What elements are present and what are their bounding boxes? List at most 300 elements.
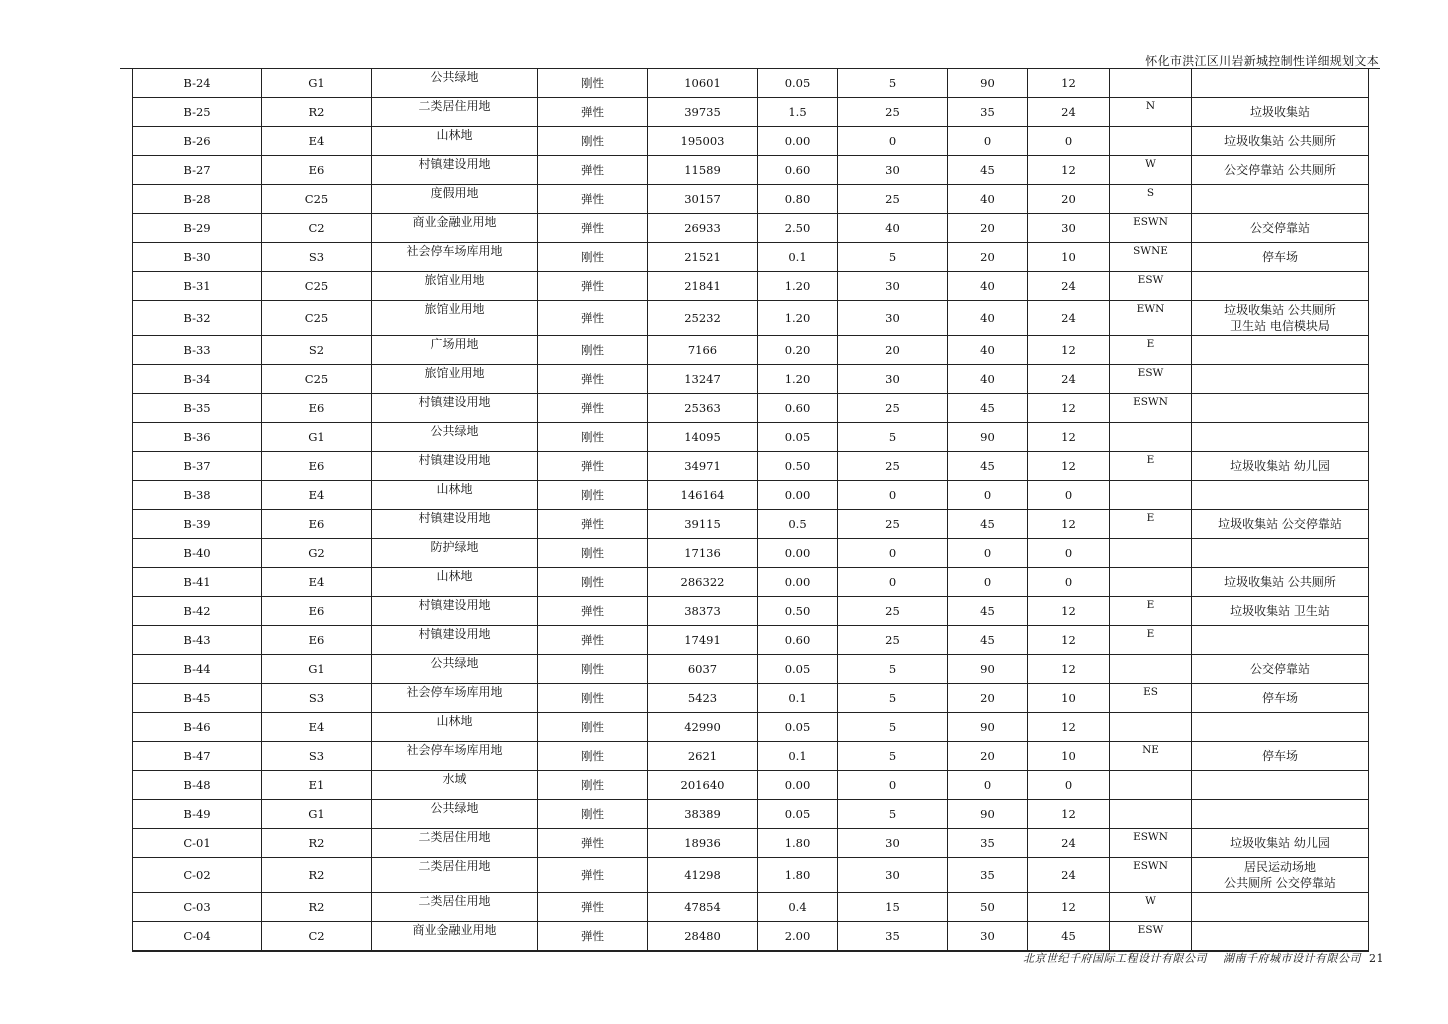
facility-line: 公交停靠站 公共厕所 — [1224, 163, 1336, 177]
height-limit-cell: 24 — [1028, 858, 1110, 893]
floor-area-ratio-cell: 0.60 — [758, 626, 838, 655]
height-limit-cell: 10 — [1028, 742, 1110, 771]
floor-area-ratio-cell: 0.20 — [758, 336, 838, 365]
access-direction-cell: E — [1110, 626, 1192, 655]
green-ratio-cell: 90 — [948, 655, 1028, 684]
green-ratio-cell: 0 — [948, 568, 1028, 597]
area-cell: 21521 — [648, 243, 758, 272]
floor-area-ratio-cell: 0.50 — [758, 597, 838, 626]
facilities-cell — [1192, 597, 1369, 626]
facility-line: 垃圾收集站 公共厕所 — [1224, 575, 1336, 589]
land-type-code-cell: R2 — [262, 98, 372, 127]
access-direction-cell — [1110, 69, 1192, 98]
land-use-name-cell: 水域 — [372, 771, 538, 800]
plot-code-cell: B-47 — [133, 742, 262, 771]
building-density-cell: 25 — [838, 452, 948, 481]
table-row — [133, 800, 1369, 829]
building-density-cell: 30 — [838, 365, 948, 394]
facility-line: 垃圾收集站 公共厕所 — [1224, 134, 1336, 148]
control-type-cell: 弹性 — [538, 597, 648, 626]
facilities-cell — [1192, 771, 1369, 800]
land-type-code-cell: R2 — [262, 829, 372, 858]
height-limit-cell: 0 — [1028, 771, 1110, 800]
plot-code-cell: B-48 — [133, 771, 262, 800]
table-row — [133, 539, 1369, 568]
land-use-name-cell: 商业金融业用地 — [372, 214, 538, 243]
access-direction-cell: ESW — [1110, 922, 1192, 952]
building-density-cell: 5 — [838, 69, 948, 98]
building-density-cell: 0 — [838, 481, 948, 510]
facility-line: 停车场 — [1261, 691, 1298, 705]
area-cell: 18936 — [648, 829, 758, 858]
facilities-cell — [1192, 301, 1369, 336]
building-density-cell: 25 — [838, 597, 948, 626]
facility-line: 垃圾收集站 公共厕所 — [1224, 303, 1336, 317]
green-ratio-cell: 45 — [948, 626, 1028, 655]
height-limit-cell: 24 — [1028, 301, 1110, 336]
height-limit-cell: 10 — [1028, 684, 1110, 713]
facilities-cell — [1192, 626, 1369, 655]
land-type-code-cell: E6 — [262, 626, 372, 655]
building-density-cell: 5 — [838, 655, 948, 684]
facilities-cell — [1192, 800, 1369, 829]
floor-area-ratio-cell: 0.60 — [758, 156, 838, 185]
land-use-name-cell: 二类居住用地 — [372, 858, 538, 893]
control-type-cell: 刚性 — [538, 481, 648, 510]
control-type-cell: 弹性 — [538, 922, 648, 952]
land-type-code-cell: E6 — [262, 452, 372, 481]
facilities-cell — [1192, 214, 1369, 243]
facilities-cell — [1192, 69, 1369, 98]
land-use-name-cell: 村镇建设用地 — [372, 156, 538, 185]
area-cell: 28480 — [648, 922, 758, 952]
floor-area-ratio-cell: 0.1 — [758, 243, 838, 272]
table-row — [133, 481, 1369, 510]
access-direction-cell: ES — [1110, 684, 1192, 713]
access-direction-cell: SWNE — [1110, 243, 1192, 272]
building-density-cell: 40 — [838, 214, 948, 243]
facility-line: 垃圾收集站 幼儿园 — [1230, 836, 1330, 850]
land-type-code-cell: S3 — [262, 684, 372, 713]
land-use-name-cell: 广场用地 — [372, 336, 538, 365]
facility-line: 公交停靠站 — [1249, 221, 1310, 235]
area-cell: 41298 — [648, 858, 758, 893]
access-direction-cell: ESWN — [1110, 214, 1192, 243]
green-ratio-cell: 20 — [948, 243, 1028, 272]
land-type-code-cell: C25 — [262, 301, 372, 336]
facility-line: 公交停靠站 — [1249, 662, 1310, 676]
land-use-name-cell: 度假用地 — [372, 185, 538, 214]
green-ratio-cell: 20 — [948, 742, 1028, 771]
access-direction-cell — [1110, 423, 1192, 452]
access-direction-cell: NE — [1110, 742, 1192, 771]
facilities-cell — [1192, 568, 1369, 597]
building-density-cell: 30 — [838, 301, 948, 336]
area-cell: 25232 — [648, 301, 758, 336]
access-direction-cell: ESWN — [1110, 858, 1192, 893]
plot-code-cell: B-29 — [133, 214, 262, 243]
building-density-cell: 5 — [838, 713, 948, 742]
page-number: 21 — [1369, 952, 1384, 965]
table-row — [133, 214, 1369, 243]
facility-line: 垃圾收集站 公交停靠站 — [1218, 517, 1342, 531]
control-type-cell: 刚性 — [538, 771, 648, 800]
table-row — [133, 893, 1369, 922]
land-type-code-cell: E6 — [262, 510, 372, 539]
area-cell: 42990 — [648, 713, 758, 742]
height-limit-cell: 24 — [1028, 98, 1110, 127]
access-direction-cell: W — [1110, 156, 1192, 185]
land-type-code-cell: E6 — [262, 156, 372, 185]
floor-area-ratio-cell: 0.00 — [758, 127, 838, 156]
access-direction-cell: S — [1110, 185, 1192, 214]
plot-code-cell: B-28 — [133, 185, 262, 214]
height-limit-cell: 12 — [1028, 713, 1110, 742]
height-limit-cell: 10 — [1028, 243, 1110, 272]
control-type-cell: 弹性 — [538, 365, 648, 394]
access-direction-cell — [1110, 655, 1192, 684]
table-row — [133, 452, 1369, 481]
area-cell: 5423 — [648, 684, 758, 713]
access-direction-cell — [1110, 800, 1192, 829]
building-density-cell: 5 — [838, 800, 948, 829]
plot-code-cell: B-34 — [133, 365, 262, 394]
height-limit-cell: 24 — [1028, 272, 1110, 301]
building-density-cell: 0 — [838, 539, 948, 568]
land-type-code-cell: C2 — [262, 214, 372, 243]
land-type-code-cell: E1 — [262, 771, 372, 800]
plot-code-cell: C-01 — [133, 829, 262, 858]
floor-area-ratio-cell: 0.60 — [758, 394, 838, 423]
facilities-cell — [1192, 684, 1369, 713]
control-type-cell: 弹性 — [538, 829, 648, 858]
floor-area-ratio-cell: 0.05 — [758, 800, 838, 829]
control-type-cell: 弹性 — [538, 185, 648, 214]
floor-area-ratio-cell: 0.05 — [758, 655, 838, 684]
land-use-name-cell: 山林地 — [372, 481, 538, 510]
control-type-cell: 刚性 — [538, 684, 648, 713]
plot-code-cell: B-46 — [133, 713, 262, 742]
access-direction-cell: ESWN — [1110, 829, 1192, 858]
land-type-code-cell: E6 — [262, 394, 372, 423]
area-cell: 39735 — [648, 98, 758, 127]
land-use-name-cell: 公共绿地 — [372, 423, 538, 452]
floor-area-ratio-cell: 0.80 — [758, 185, 838, 214]
control-type-cell: 弹性 — [538, 394, 648, 423]
building-density-cell: 15 — [838, 893, 948, 922]
green-ratio-cell: 35 — [948, 858, 1028, 893]
facilities-cell — [1192, 365, 1369, 394]
building-density-cell: 35 — [838, 922, 948, 952]
land-type-code-cell: G1 — [262, 69, 372, 98]
access-direction-cell: E — [1110, 336, 1192, 365]
area-cell: 34971 — [648, 452, 758, 481]
land-type-code-cell: C25 — [262, 185, 372, 214]
area-cell: 26933 — [648, 214, 758, 243]
floor-area-ratio-cell: 0.00 — [758, 481, 838, 510]
green-ratio-cell: 40 — [948, 185, 1028, 214]
building-density-cell: 25 — [838, 626, 948, 655]
area-cell: 286322 — [648, 568, 758, 597]
plot-code-cell: B-43 — [133, 626, 262, 655]
green-ratio-cell: 50 — [948, 893, 1028, 922]
facility-line: 公共厕所 公交停靠站 — [1224, 876, 1336, 890]
control-type-cell: 刚性 — [538, 539, 648, 568]
land-use-name-cell: 旅馆业用地 — [372, 301, 538, 336]
facilities-cell — [1192, 243, 1369, 272]
table-row — [133, 922, 1369, 952]
land-use-name-cell: 商业金融业用地 — [372, 922, 538, 952]
control-type-cell: 刚性 — [538, 423, 648, 452]
plot-code-cell: B-33 — [133, 336, 262, 365]
land-use-name-cell: 公共绿地 — [372, 69, 538, 98]
green-ratio-cell: 45 — [948, 510, 1028, 539]
floor-area-ratio-cell: 0.05 — [758, 713, 838, 742]
table-row — [133, 423, 1369, 452]
land-type-code-cell: E6 — [262, 597, 372, 626]
control-type-cell: 弹性 — [538, 626, 648, 655]
facilities-cell — [1192, 655, 1369, 684]
floor-area-ratio-cell: 1.20 — [758, 301, 838, 336]
land-type-code-cell: G1 — [262, 655, 372, 684]
floor-area-ratio-cell: 0.00 — [758, 771, 838, 800]
table-row — [133, 365, 1369, 394]
facilities-cell — [1192, 510, 1369, 539]
land-use-name-cell: 山林地 — [372, 568, 538, 597]
land-type-code-cell: S3 — [262, 742, 372, 771]
green-ratio-cell: 40 — [948, 272, 1028, 301]
table-row — [133, 655, 1369, 684]
green-ratio-cell: 90 — [948, 69, 1028, 98]
land-use-name-cell: 公共绿地 — [372, 800, 538, 829]
height-limit-cell: 0 — [1028, 127, 1110, 156]
floor-area-ratio-cell: 0.05 — [758, 423, 838, 452]
area-cell: 30157 — [648, 185, 758, 214]
building-density-cell: 25 — [838, 98, 948, 127]
land-use-name-cell: 村镇建设用地 — [372, 452, 538, 481]
table-body — [133, 69, 1369, 951]
area-cell: 14095 — [648, 423, 758, 452]
area-cell: 201640 — [648, 771, 758, 800]
green-ratio-cell: 40 — [948, 365, 1028, 394]
area-cell: 195003 — [648, 127, 758, 156]
plot-code-cell: B-45 — [133, 684, 262, 713]
green-ratio-cell: 90 — [948, 713, 1028, 742]
building-density-cell: 5 — [838, 684, 948, 713]
height-limit-cell: 30 — [1028, 214, 1110, 243]
plot-code-cell: B-38 — [133, 481, 262, 510]
facilities-cell — [1192, 922, 1369, 952]
area-cell: 38389 — [648, 800, 758, 829]
control-type-cell: 弹性 — [538, 98, 648, 127]
green-ratio-cell: 45 — [948, 394, 1028, 423]
height-limit-cell: 0 — [1028, 539, 1110, 568]
area-cell: 47854 — [648, 893, 758, 922]
control-type-cell: 刚性 — [538, 713, 648, 742]
facility-line: 居民运动场地 — [1243, 860, 1316, 874]
land-type-code-cell: S3 — [262, 243, 372, 272]
table-row — [133, 394, 1369, 423]
facility-line: 卫生站 电信模块局 — [1230, 319, 1330, 333]
plot-code-cell: B-27 — [133, 156, 262, 185]
access-direction-cell — [1110, 481, 1192, 510]
access-direction-cell: E — [1110, 452, 1192, 481]
building-density-cell: 0 — [838, 568, 948, 597]
access-direction-cell: ESWN — [1110, 394, 1192, 423]
plot-code-cell: B-41 — [133, 568, 262, 597]
green-ratio-cell: 0 — [948, 481, 1028, 510]
facilities-cell — [1192, 394, 1369, 423]
height-limit-cell: 12 — [1028, 452, 1110, 481]
area-cell: 6037 — [648, 655, 758, 684]
access-direction-cell: E — [1110, 597, 1192, 626]
land-use-name-cell: 村镇建设用地 — [372, 394, 538, 423]
facility-line: 停车场 — [1261, 749, 1298, 763]
green-ratio-cell: 45 — [948, 452, 1028, 481]
floor-area-ratio-cell: 0.00 — [758, 539, 838, 568]
facilities-cell — [1192, 336, 1369, 365]
floor-area-ratio-cell: 1.80 — [758, 829, 838, 858]
area-cell: 38373 — [648, 597, 758, 626]
table-row — [133, 568, 1369, 597]
access-direction-cell: ESW — [1110, 272, 1192, 301]
control-type-cell: 刚性 — [538, 336, 648, 365]
plot-code-cell: B-39 — [133, 510, 262, 539]
plot-code-cell: C-02 — [133, 858, 262, 893]
control-type-cell: 刚性 — [538, 800, 648, 829]
plot-code-cell: B-37 — [133, 452, 262, 481]
document-header-title: 怀化市洪江区川岩新城控制性详细规划文本 — [1145, 54, 1379, 68]
green-ratio-cell: 0 — [948, 127, 1028, 156]
plot-code-cell: B-32 — [133, 301, 262, 336]
facilities-cell — [1192, 858, 1369, 893]
height-limit-cell: 12 — [1028, 597, 1110, 626]
height-limit-cell: 12 — [1028, 626, 1110, 655]
table-row — [133, 69, 1369, 98]
area-cell: 17491 — [648, 626, 758, 655]
area-cell: 39115 — [648, 510, 758, 539]
facility-line: 垃圾收集站 幼儿园 — [1230, 459, 1330, 473]
facilities-cell — [1192, 423, 1369, 452]
table-row — [133, 684, 1369, 713]
plot-code-cell: B-35 — [133, 394, 262, 423]
area-cell: 10601 — [648, 69, 758, 98]
area-cell: 2621 — [648, 742, 758, 771]
table-row — [133, 829, 1369, 858]
facilities-cell — [1192, 452, 1369, 481]
land-type-code-cell: C25 — [262, 365, 372, 394]
facilities-cell — [1192, 481, 1369, 510]
plot-code-cell: B-25 — [133, 98, 262, 127]
land-use-name-cell: 二类居住用地 — [372, 893, 538, 922]
height-limit-cell: 12 — [1028, 800, 1110, 829]
building-density-cell: 5 — [838, 742, 948, 771]
facilities-cell — [1192, 185, 1369, 214]
floor-area-ratio-cell: 0.50 — [758, 452, 838, 481]
control-type-cell: 刚性 — [538, 568, 648, 597]
plot-code-cell: B-40 — [133, 539, 262, 568]
plot-code-cell: B-36 — [133, 423, 262, 452]
land-use-name-cell: 公共绿地 — [372, 655, 538, 684]
building-density-cell: 30 — [838, 272, 948, 301]
land-use-name-cell: 旅馆业用地 — [372, 272, 538, 301]
land-type-code-cell: S2 — [262, 336, 372, 365]
control-type-cell: 弹性 — [538, 214, 648, 243]
footer-company-1: 北京世纪千府国际工程设计有限公司 — [1023, 952, 1207, 965]
green-ratio-cell: 20 — [948, 684, 1028, 713]
floor-area-ratio-cell: 1.5 — [758, 98, 838, 127]
access-direction-cell: E — [1110, 510, 1192, 539]
land-use-control-table — [132, 69, 1369, 952]
floor-area-ratio-cell: 1.20 — [758, 365, 838, 394]
facilities-cell — [1192, 829, 1369, 858]
access-direction-cell — [1110, 539, 1192, 568]
land-use-name-cell: 山林地 — [372, 127, 538, 156]
facility-line: 垃圾收集站 — [1249, 105, 1310, 119]
table-row — [133, 771, 1369, 800]
building-density-cell: 20 — [838, 336, 948, 365]
table-row — [133, 742, 1369, 771]
height-limit-cell: 12 — [1028, 510, 1110, 539]
building-density-cell: 0 — [838, 771, 948, 800]
green-ratio-cell: 0 — [948, 771, 1028, 800]
land-use-name-cell: 山林地 — [372, 713, 538, 742]
table-row — [133, 336, 1369, 365]
access-direction-cell — [1110, 568, 1192, 597]
table-row — [133, 713, 1369, 742]
floor-area-ratio-cell: 0.4 — [758, 893, 838, 922]
plot-code-cell: B-30 — [133, 243, 262, 272]
control-type-cell: 弹性 — [538, 156, 648, 185]
control-type-cell: 弹性 — [538, 452, 648, 481]
facility-line: 垃圾收集站 卫生站 — [1230, 604, 1330, 618]
control-type-cell: 弹性 — [538, 858, 648, 893]
land-use-name-cell: 村镇建设用地 — [372, 510, 538, 539]
area-cell: 11589 — [648, 156, 758, 185]
table-row — [133, 597, 1369, 626]
control-type-cell: 刚性 — [538, 69, 648, 98]
access-direction-cell: ESW — [1110, 365, 1192, 394]
floor-area-ratio-cell: 0.00 — [758, 568, 838, 597]
height-limit-cell: 24 — [1028, 365, 1110, 394]
land-type-code-cell: E4 — [262, 568, 372, 597]
facilities-cell — [1192, 98, 1369, 127]
land-use-name-cell: 防护绿地 — [372, 539, 538, 568]
floor-area-ratio-cell: 0.1 — [758, 684, 838, 713]
control-type-cell: 弹性 — [538, 301, 648, 336]
access-direction-cell: N — [1110, 98, 1192, 127]
floor-area-ratio-cell: 1.80 — [758, 858, 838, 893]
table-row — [133, 185, 1369, 214]
land-type-code-cell: R2 — [262, 893, 372, 922]
area-cell: 7166 — [648, 336, 758, 365]
building-density-cell: 30 — [838, 829, 948, 858]
height-limit-cell: 12 — [1028, 156, 1110, 185]
land-type-code-cell: C2 — [262, 922, 372, 952]
plot-code-cell: B-24 — [133, 69, 262, 98]
floor-area-ratio-cell: 0.1 — [758, 742, 838, 771]
green-ratio-cell: 30 — [948, 922, 1028, 952]
control-type-cell: 刚性 — [538, 127, 648, 156]
green-ratio-cell: 20 — [948, 214, 1028, 243]
height-limit-cell: 20 — [1028, 185, 1110, 214]
area-cell: 17136 — [648, 539, 758, 568]
control-type-cell: 弹性 — [538, 510, 648, 539]
land-use-name-cell: 社会停车场库用地 — [372, 684, 538, 713]
table-row — [133, 272, 1369, 301]
area-cell: 21841 — [648, 272, 758, 301]
land-use-name-cell: 村镇建设用地 — [372, 626, 538, 655]
